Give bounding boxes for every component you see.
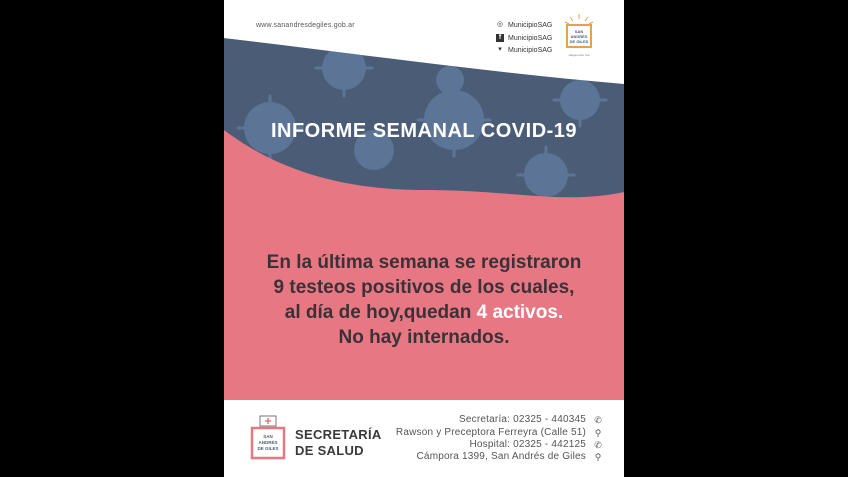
contact-secretariat-address: Rawson y Preceptora Ferreyra (Calle 51) [395, 427, 586, 438]
instagram-handle: MunicipioSAG [508, 21, 553, 29]
contact-hospital-address: Cámpora 1399, San Andrés de Giles [416, 451, 586, 462]
svg-text:DE GILES: DE GILES [257, 446, 279, 451]
phone-icon: ✆ [594, 440, 602, 450]
svg-text:SAN: SAN [263, 434, 273, 439]
department-name [295, 427, 382, 459]
svg-text:SAN: SAN [574, 29, 584, 34]
facebook-link[interactable] [496, 34, 552, 42]
poster [224, 0, 624, 477]
message-line-2: 9 testeos positivos de los cuales, [273, 277, 575, 298]
contact-secretariat-phone: Secretaría: 02325 - 440345 [459, 414, 586, 425]
website-link[interactable]: www.sanandresdegiles.gob.ar [256, 22, 355, 29]
twitter-icon: ▾ [498, 46, 502, 53]
health-secretariat-logo [250, 414, 286, 466]
phone-icon: ✆ [594, 415, 602, 425]
facebook-icon: f [496, 34, 504, 42]
report-title: INFORME SEMANAL COVID-19 [270, 120, 578, 142]
department-line-1: SECRETARÍA [295, 427, 382, 442]
location-icon: ⚲ [594, 428, 602, 438]
svg-text:Juega entre vos: Juega entre vos [568, 53, 590, 57]
twitter-handle: MunicipioSAG [508, 46, 553, 54]
instagram-link[interactable] [496, 21, 552, 29]
message-line-3 [224, 300, 624, 325]
twitter-link[interactable] [496, 46, 552, 54]
municipio-logo [564, 14, 594, 60]
department-line-2: DE SALUD [295, 443, 364, 458]
svg-text:DE GILES: DE GILES [569, 39, 589, 44]
footer [224, 400, 624, 477]
svg-text:ANDRÉS: ANDRÉS [258, 440, 278, 445]
facebook-handle: MunicipioSAG [508, 34, 553, 42]
contact-hospital-phone: Hospital: 02325 - 442125 [469, 439, 586, 450]
message-line-3-prefix: al día de hoy,quedan [284, 302, 472, 323]
message-line-1: En la última semana se registraron [266, 252, 582, 273]
message-line-4: No hay internados. [338, 327, 510, 348]
svg-text:ANDRÉS: ANDRÉS [570, 34, 588, 39]
active-cases-highlight: 4 activos. [476, 302, 564, 323]
instagram-icon: ◎ [496, 21, 504, 28]
location-icon: ⚲ [594, 452, 602, 462]
report-message [224, 250, 624, 350]
